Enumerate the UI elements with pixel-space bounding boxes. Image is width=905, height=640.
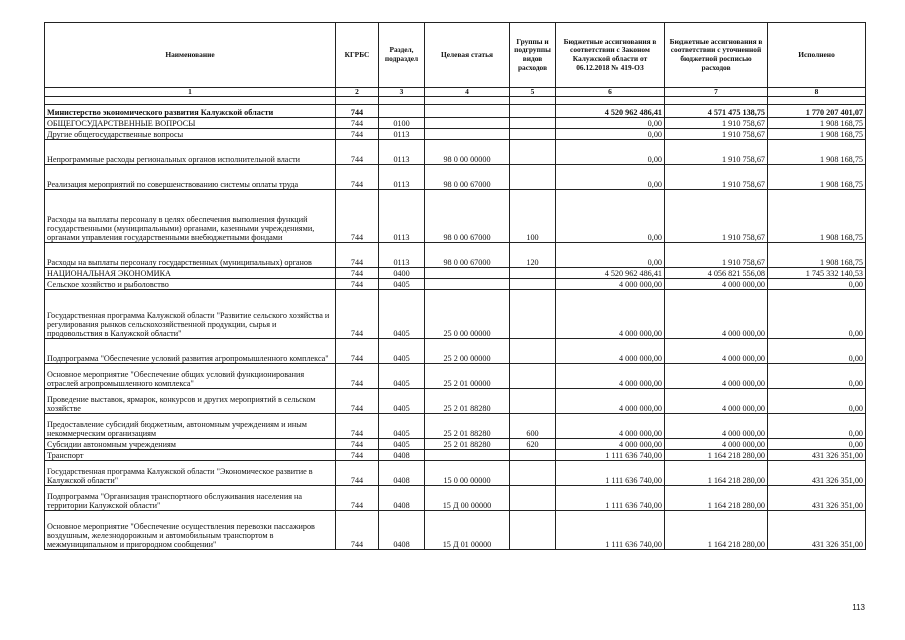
col-number: 4 [425, 88, 510, 97]
cell-budget-refined: 4 000 000,00 [665, 290, 768, 339]
cell-executed: 0,00 [768, 290, 866, 339]
spacer-row [45, 97, 866, 105]
cell-target: 25 2 01 88280 [425, 414, 510, 439]
table-row [45, 268, 866, 279]
cell-name: Расходы на выплаты персоналу государственных (муниципальных) органов [45, 243, 336, 268]
cell-budget-law: 4 000 000,00 [556, 279, 665, 290]
cell-name: Субсидии автономным учреждениям [45, 439, 336, 450]
cell-budget-refined: 4 000 000,00 [665, 339, 768, 364]
cell-target: 98 0 00 67000 [425, 165, 510, 190]
cell-section: 0100 [379, 118, 425, 129]
cell-budget-refined: 4 000 000,00 [665, 439, 768, 450]
cell-group [510, 140, 556, 165]
table-row [45, 140, 866, 165]
cell-name: Другие общегосударственные вопросы [45, 129, 336, 140]
cell-name: Предоставление субсидий бюджетным, автономным учреждениям и иным некоммерческим организациям [45, 414, 336, 439]
cell-executed: 431 326 351,00 [768, 461, 866, 486]
table-row [45, 389, 866, 414]
col-number: 1 [45, 88, 336, 97]
cell-budget-law: 1 111 636 740,00 [556, 450, 665, 461]
cell-executed: 1 908 168,75 [768, 140, 866, 165]
cell-budget-refined: 1 910 758,67 [665, 243, 768, 268]
cell-section: 0408 [379, 511, 425, 550]
cell-name: Транспорт [45, 450, 336, 461]
cell-budget-law: 4 000 000,00 [556, 414, 665, 439]
cell-name: Непрограммные расходы региональных органов исполнительной власти [45, 140, 336, 165]
cell-group [510, 511, 556, 550]
cell-section: 0405 [379, 339, 425, 364]
cell-target: 98 0 00 67000 [425, 190, 510, 243]
cell-group [510, 268, 556, 279]
cell-group [510, 389, 556, 414]
cell-budget-law: 1 111 636 740,00 [556, 511, 665, 550]
cell-section: 0405 [379, 364, 425, 389]
column-number-row [45, 88, 866, 97]
cell-group [510, 118, 556, 129]
cell-section: 0408 [379, 461, 425, 486]
cell-executed: 0,00 [768, 339, 866, 364]
cell-name: Расходы на выплаты персоналу в целях обеспечения выполнения функций государственными (муниципальными) органами, казенными учреждениями, органами управления государственными внебюджетными фондами [45, 190, 336, 243]
header-name: Наименование [45, 23, 336, 88]
cell-section: 0400 [379, 268, 425, 279]
cell-group [510, 129, 556, 140]
cell-executed: 0,00 [768, 389, 866, 414]
cell-budget-law: 4 520 962 486,41 [556, 268, 665, 279]
report-sheet [44, 22, 865, 550]
cell-target: 15 Д 01 00000 [425, 511, 510, 550]
cell-target: 98 0 00 00000 [425, 140, 510, 165]
table-row [45, 279, 866, 290]
cell-group: 600 [510, 414, 556, 439]
cell-group [510, 279, 556, 290]
cell-budget-refined: 1 910 758,67 [665, 140, 768, 165]
cell-budget-law: 4 000 000,00 [556, 339, 665, 364]
cell-group [510, 105, 556, 118]
cell-name: Реализация мероприятий по совершенствованию системы оплаты труда [45, 165, 336, 190]
cell-kgrbs: 744 [336, 290, 379, 339]
table-row [45, 290, 866, 339]
cell-group [510, 461, 556, 486]
cell-executed: 1 908 168,75 [768, 243, 866, 268]
cell-name: Министерство экономического развития Калужской области [45, 105, 336, 118]
cell-budget-refined: 4 056 821 556,08 [665, 268, 768, 279]
header-executed: Исполнено [768, 23, 866, 88]
cell-section: 0405 [379, 290, 425, 339]
cell-budget-refined: 1 164 218 280,00 [665, 511, 768, 550]
cell-name: Основное мероприятие "Обеспечение общих условий функционирования отраслей агропромышленного комплекса" [45, 364, 336, 389]
cell-executed: 0,00 [768, 439, 866, 450]
cell-group [510, 486, 556, 511]
cell-target: 98 0 00 67000 [425, 243, 510, 268]
table-row [45, 364, 866, 389]
cell-name: НАЦИОНАЛЬНАЯ ЭКОНОМИКА [45, 268, 336, 279]
cell-section: 0113 [379, 140, 425, 165]
cell-executed: 1 908 168,75 [768, 118, 866, 129]
cell-section: 0113 [379, 243, 425, 268]
cell-budget-refined: 4 000 000,00 [665, 279, 768, 290]
table-row [45, 243, 866, 268]
cell-section: 0405 [379, 414, 425, 439]
cell-kgrbs: 744 [336, 243, 379, 268]
cell-budget-law: 1 111 636 740,00 [556, 486, 665, 511]
cell-executed: 0,00 [768, 364, 866, 389]
cell-kgrbs: 744 [336, 190, 379, 243]
cell-budget-refined: 1 164 218 280,00 [665, 450, 768, 461]
cell-group: 120 [510, 243, 556, 268]
cell-executed: 1 770 207 401,07 [768, 105, 866, 118]
cell-budget-law: 0,00 [556, 140, 665, 165]
table-row [45, 129, 866, 140]
cell-budget-law: 1 111 636 740,00 [556, 461, 665, 486]
header-budget-law: Бюджетные ассигнования в соответствии с Законом Калужской области от 06.12.2018 № 419-ОЗ [556, 23, 665, 88]
col-number: 6 [556, 88, 665, 97]
header-group: Группы и подгруппы видов расходов [510, 23, 556, 88]
cell-kgrbs: 744 [336, 439, 379, 450]
budget-table [44, 22, 866, 550]
cell-kgrbs: 744 [336, 364, 379, 389]
cell-budget-refined: 4 000 000,00 [665, 364, 768, 389]
cell-budget-law: 4 000 000,00 [556, 290, 665, 339]
col-number: 8 [768, 88, 866, 97]
cell-executed: 0,00 [768, 414, 866, 439]
cell-kgrbs: 744 [336, 140, 379, 165]
cell-kgrbs: 744 [336, 268, 379, 279]
cell-target: 25 2 01 88280 [425, 439, 510, 450]
cell-target: 15 0 00 00000 [425, 461, 510, 486]
cell-group [510, 450, 556, 461]
cell-target: 15 Д 00 00000 [425, 486, 510, 511]
cell-target [425, 118, 510, 129]
cell-name: Подпрограмма "Обеспечение условий развития агропромышленного комплекса" [45, 339, 336, 364]
cell-budget-law: 0,00 [556, 118, 665, 129]
cell-budget-refined: 4 571 475 138,75 [665, 105, 768, 118]
cell-target: 25 0 00 00000 [425, 290, 510, 339]
header-target: Целевая статья [425, 23, 510, 88]
cell-executed: 1 908 168,75 [768, 190, 866, 243]
cell-budget-law: 0,00 [556, 165, 665, 190]
table-row [45, 461, 866, 486]
cell-group: 620 [510, 439, 556, 450]
cell-executed: 431 326 351,00 [768, 511, 866, 550]
cell-section: 0405 [379, 279, 425, 290]
cell-target [425, 279, 510, 290]
cell-target [425, 129, 510, 140]
table-row [45, 339, 866, 364]
table-row [45, 165, 866, 190]
cell-budget-refined: 4 000 000,00 [665, 389, 768, 414]
cell-section: 0408 [379, 486, 425, 511]
cell-budget-law: 4 000 000,00 [556, 439, 665, 450]
table-row [45, 511, 866, 550]
cell-budget-law: 4 000 000,00 [556, 364, 665, 389]
table-row [45, 105, 866, 118]
cell-group [510, 290, 556, 339]
cell-budget-refined: 1 910 758,67 [665, 190, 768, 243]
table-row [45, 450, 866, 461]
table-row [45, 118, 866, 129]
cell-kgrbs: 744 [336, 339, 379, 364]
cell-target [425, 268, 510, 279]
cell-group: 100 [510, 190, 556, 243]
table-row [45, 190, 866, 243]
cell-kgrbs: 744 [336, 118, 379, 129]
cell-section [379, 105, 425, 118]
col-number: 2 [336, 88, 379, 97]
cell-kgrbs: 744 [336, 105, 379, 118]
cell-name: ОБЩЕГОСУДАРСТВЕННЫЕ ВОПРОСЫ [45, 118, 336, 129]
page-number: 113 [852, 603, 865, 612]
header-section: Раздел, подраздел [379, 23, 425, 88]
table-body [45, 105, 866, 550]
cell-section: 0113 [379, 165, 425, 190]
cell-section: 0113 [379, 129, 425, 140]
cell-section: 0408 [379, 450, 425, 461]
cell-kgrbs: 744 [336, 511, 379, 550]
cell-executed: 431 326 351,00 [768, 450, 866, 461]
cell-group [510, 339, 556, 364]
cell-kgrbs: 744 [336, 486, 379, 511]
cell-budget-refined: 4 000 000,00 [665, 414, 768, 439]
table-row [45, 486, 866, 511]
cell-section: 0405 [379, 389, 425, 414]
cell-name: Основное мероприятие "Обеспечение осуществления перевозки пассажиров воздушным, железнодорожным и автомобильным транспортом в межмуниципальном и пригородном сообщении" [45, 511, 336, 550]
cell-name: Сельское хозяйство и рыболовство [45, 279, 336, 290]
header-budget-refined: Бюджетные ассигнования в соответствии с уточненной бюджетной росписью расходов [665, 23, 768, 88]
cell-budget-refined: 1 910 758,67 [665, 165, 768, 190]
col-number: 7 [665, 88, 768, 97]
cell-name: Подпрограмма "Организация транспортного обслуживания населения на территории Калужской области" [45, 486, 336, 511]
cell-executed: 0,00 [768, 279, 866, 290]
cell-budget-refined: 1 164 218 280,00 [665, 461, 768, 486]
cell-kgrbs: 744 [336, 389, 379, 414]
cell-target [425, 450, 510, 461]
header-kgrbs: КГРБС [336, 23, 379, 88]
cell-budget-law: 0,00 [556, 243, 665, 268]
cell-target [425, 105, 510, 118]
cell-name: Государственная программа Калужской области "Экономическое развитие в Калужской области" [45, 461, 336, 486]
col-number: 5 [510, 88, 556, 97]
cell-budget-law: 4 520 962 486,41 [556, 105, 665, 118]
cell-executed: 431 326 351,00 [768, 486, 866, 511]
cell-executed: 1 908 168,75 [768, 165, 866, 190]
cell-budget-refined: 1 910 758,67 [665, 129, 768, 140]
cell-target: 25 2 00 00000 [425, 339, 510, 364]
cell-section: 0405 [379, 439, 425, 450]
cell-kgrbs: 744 [336, 279, 379, 290]
table-row [45, 414, 866, 439]
cell-kgrbs: 744 [336, 414, 379, 439]
cell-budget-refined: 1 910 758,67 [665, 118, 768, 129]
cell-budget-law: 0,00 [556, 190, 665, 243]
cell-kgrbs: 744 [336, 165, 379, 190]
cell-target: 25 2 01 88280 [425, 389, 510, 414]
cell-name: Государственная программа Калужской области "Развитие сельского хозяйства и регулирования рынков сельскохозяйственной продукции, сырья и продовольствия в Калужской области" [45, 290, 336, 339]
cell-kgrbs: 744 [336, 461, 379, 486]
cell-target: 25 2 01 00000 [425, 364, 510, 389]
cell-budget-refined: 1 164 218 280,00 [665, 486, 768, 511]
cell-group [510, 364, 556, 389]
col-number: 3 [379, 88, 425, 97]
cell-executed: 1 908 168,75 [768, 129, 866, 140]
cell-kgrbs: 744 [336, 129, 379, 140]
cell-kgrbs: 744 [336, 450, 379, 461]
cell-name: Проведение выставок, ярмарок, конкурсов и других мероприятий в сельском хозяйстве [45, 389, 336, 414]
cell-executed: 1 745 332 140,53 [768, 268, 866, 279]
cell-section: 0113 [379, 190, 425, 243]
cell-budget-law: 4 000 000,00 [556, 389, 665, 414]
table-row [45, 439, 866, 450]
cell-budget-law: 0,00 [556, 129, 665, 140]
header-row [45, 23, 866, 88]
cell-group [510, 165, 556, 190]
